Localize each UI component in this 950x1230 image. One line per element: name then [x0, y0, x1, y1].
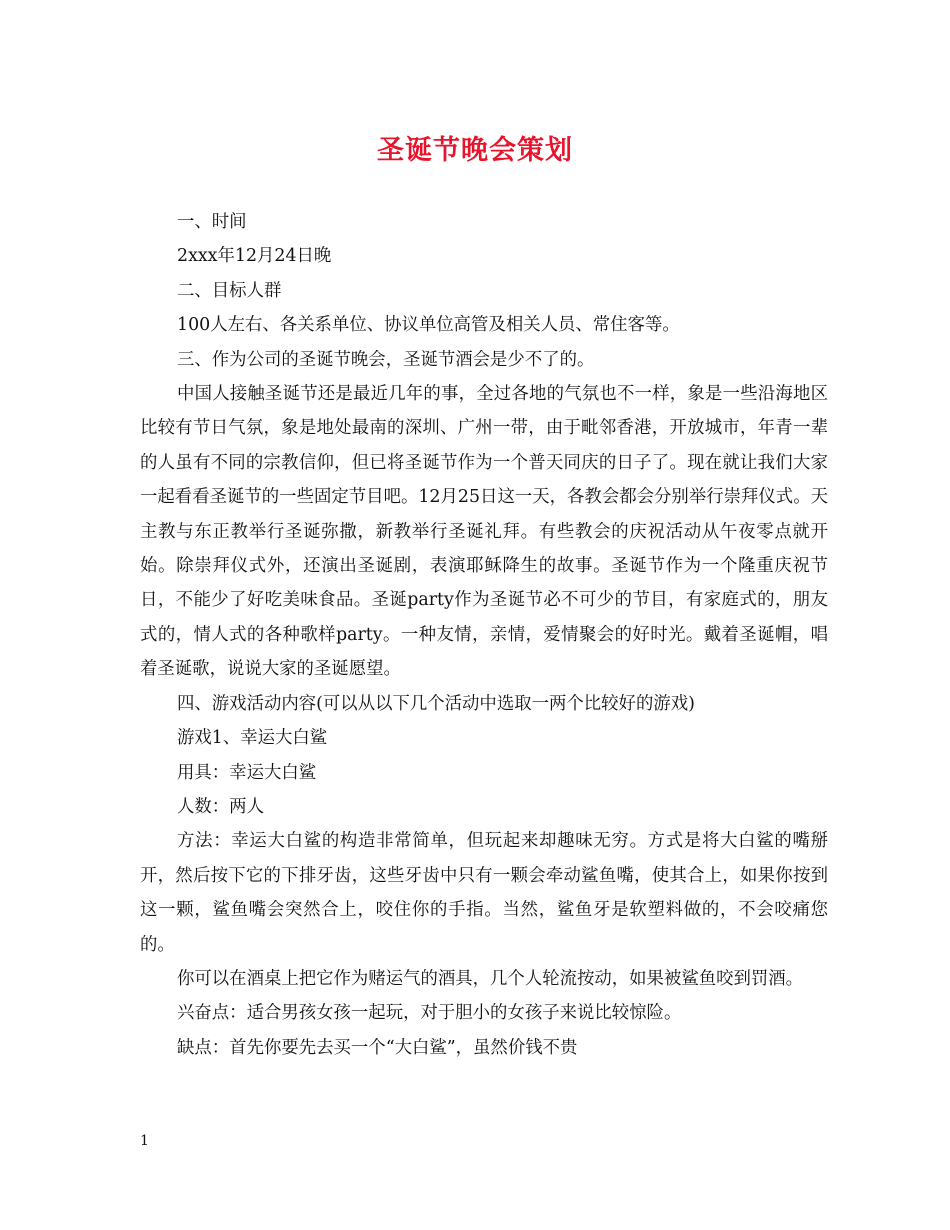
game-method: 方法：幸运大白鲨的构造非常简单，但玩起来却趣味无穷。方式是将大白鲨的嘴掰开，然后按下它的下排牙齿，这些牙齿中只有一颗会牵动鲨鱼嘴，使其合上，如果你按到这一颗，鲨鱼嘴会突然合上，咬住你的手指。当然，鲨鱼牙是软塑料做的，不会咬痛您的。	[140, 831, 828, 955]
game-highlight: 兴奋点：适合男孩女孩一起玩，对于胆小的女孩子来说比较惊险。	[177, 1003, 682, 1024]
page-number: 1	[140, 1133, 149, 1149]
section-heading-games: 四、游戏活动内容(可以从以下几个活动中选取一两个比较好的游戏)	[177, 693, 695, 714]
game-equipment: 用具：幸运大白鲨	[177, 762, 317, 783]
paragraph-christmas-intro: 中国人接触圣诞节还是最近几年的事，全过各地的气氛也不一样，象是一些沿海地区比较有节日气氛，象是地处最南的深圳、广州一带，由于毗邻香港，开放城市，年青一辈的人虽有不同的宗教信仰，但已将圣诞节作为一个普天同庆的日子了。现在就让我们大家一起看看圣诞节的一些固定节目吧。12月25日这一天，各教会都会分别举行崇拜仪式。天主教与东正教举行圣诞弥撒，新教举行圣诞礼拜。有些教会的庆祝活动从午夜零点就开始。除崇拜仪式外，还演出圣诞剧，表演耶稣降生的故事。圣诞节作为一个隆重庆祝节日，不能少了好吃美味食品。圣诞party作为圣诞节必不可少的节目，有家庭式的，朋友式的，情人式的各种歌样party。一种友情，亲情，爱情聚会的好时光。戴着圣诞帽，唱着圣诞歌，说说大家的圣诞愿望。	[140, 384, 828, 680]
game-title: 游戏1、幸运大白鲨	[177, 728, 328, 749]
game-drinking-rule: 你可以在酒桌上把它作为赌运气的酒具，几个人轮流按动，如果被鲨鱼咬到罚酒。	[177, 968, 804, 989]
section-heading-party: 三、作为公司的圣诞节晚会，圣诞节酒会是少不了的。	[177, 349, 595, 370]
paragraph-date: 2xxx年12月24日晚	[177, 246, 332, 267]
section-heading-audience: 二、目标人群	[177, 280, 282, 301]
document-body	[140, 205, 828, 1065]
paragraph-audience: 100人左右、各关系单位、协议单位高管及相关人员、常住客等。	[177, 315, 680, 336]
game-drawback: 缺点：首先你要先去买一个“大白鲨”，虽然价钱不贵	[177, 1037, 578, 1058]
section-heading-time: 一、时间	[177, 212, 247, 232]
document-title: 圣诞节晚会策划	[377, 135, 573, 166]
game-players: 人数：两人	[177, 796, 264, 817]
